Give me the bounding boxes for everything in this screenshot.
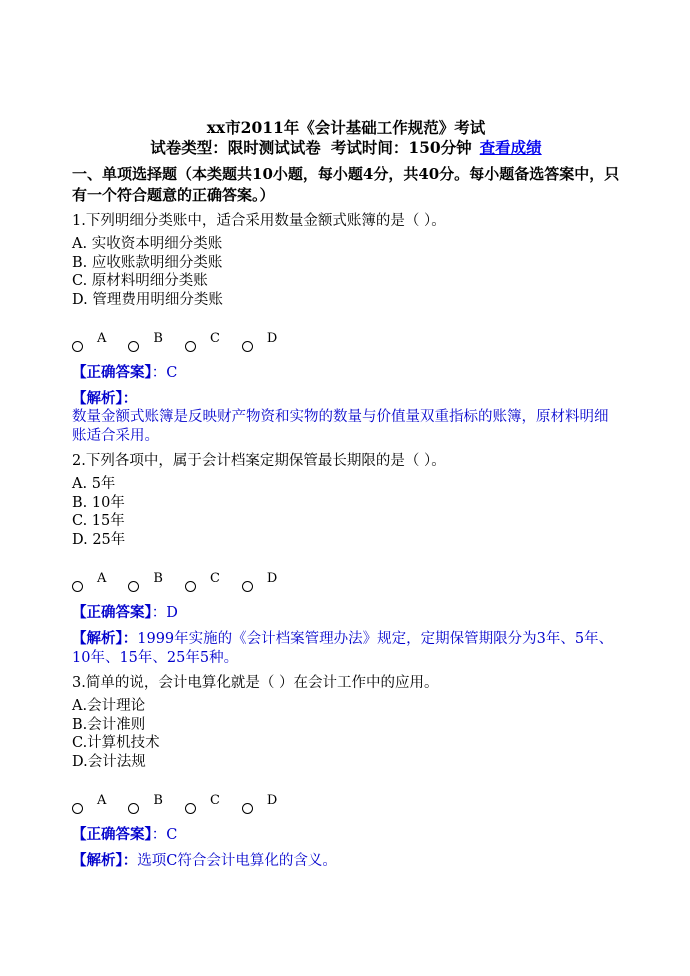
analysis-text: 1999年实施的《会计档案管理办法》规定，定期保管期限分为3年、5年、10年、15年、25年5种。 xyxy=(72,631,614,666)
radio-circle-icon[interactable] xyxy=(128,581,139,592)
radio-label: B xyxy=(153,331,163,346)
section-heading: 一、单项选择题（本类题共10小题，每小题4分，共40分。每小题备选答案中，只有一个符合题意的正确答案。） xyxy=(72,165,620,204)
option-a: A.会计理论 xyxy=(72,698,146,714)
radio-circle-icon[interactable] xyxy=(242,581,253,592)
answer-radio-group xyxy=(72,794,620,816)
answer-label: 【正确答案】 xyxy=(72,604,152,621)
radio-circle-icon[interactable] xyxy=(72,341,83,352)
radio-circle-icon[interactable] xyxy=(185,581,196,592)
radio-label: D xyxy=(266,331,278,346)
exam-subtitle xyxy=(72,138,620,158)
radio-circle-icon[interactable] xyxy=(128,341,139,352)
radio-c[interactable] xyxy=(185,572,220,592)
analysis-label: 【解析】： xyxy=(72,630,138,647)
view-score-link[interactable]: 查看成绩 xyxy=(479,138,542,157)
radio-label: B xyxy=(153,793,163,808)
analysis-text: 数量金额式账簿是反映财产物资和实物的数量与价值量双重指标的账簿，原材料明细账适合采用。 xyxy=(72,409,609,444)
question-3 xyxy=(72,674,620,871)
option-list xyxy=(72,235,620,309)
radio-circle-icon[interactable] xyxy=(128,803,139,814)
analysis-block xyxy=(72,851,620,871)
answer-radio-group xyxy=(72,572,620,594)
radio-b[interactable] xyxy=(128,794,163,814)
radio-label: C xyxy=(209,571,220,586)
option-d: D. 25年 xyxy=(72,531,126,548)
radio-label: B xyxy=(153,571,163,586)
correct-answer xyxy=(72,363,620,383)
radio-label: A xyxy=(97,571,107,586)
question-2 xyxy=(72,452,620,668)
radio-circle-icon[interactable] xyxy=(242,341,253,352)
answer-value: ：C xyxy=(151,365,178,381)
radio-circle-icon[interactable] xyxy=(185,341,196,352)
radio-circle-icon[interactable] xyxy=(242,803,253,814)
exam-title: xx市2011年《会计基础工作规范》考试 xyxy=(206,118,486,137)
radio-label: C xyxy=(209,793,220,808)
correct-answer xyxy=(72,603,620,623)
option-b: B.会计准则 xyxy=(72,716,146,733)
option-c: C. 15年 xyxy=(72,513,125,529)
radio-d[interactable] xyxy=(242,332,277,352)
radio-label: D xyxy=(266,793,278,808)
answer-label: 【正确答案】 xyxy=(72,364,152,381)
option-d: D.会计法规 xyxy=(72,753,146,770)
radio-b[interactable] xyxy=(128,572,163,592)
option-c: C.计算机技术 xyxy=(72,735,160,751)
radio-a[interactable] xyxy=(72,332,106,352)
radio-label: A xyxy=(97,331,107,346)
radio-a[interactable] xyxy=(72,794,106,814)
radio-c[interactable] xyxy=(185,794,220,814)
radio-circle-icon[interactable] xyxy=(185,803,196,814)
analysis-text: 选项C符合会计电算化的含义。 xyxy=(137,853,337,869)
radio-b[interactable] xyxy=(128,332,163,352)
question-stem: 3.简单的说，会计电算化就是（ ）在会计工作中的应用。 xyxy=(72,675,439,691)
analysis-label: 【解析】： xyxy=(72,852,138,869)
option-d: D. 管理费用明细分类账 xyxy=(72,291,223,308)
radio-circle-icon[interactable] xyxy=(72,581,83,592)
option-list xyxy=(72,475,620,549)
question-stem: 1.下列明细分类账中，适合采用数量金额式账簿的是（ ）。 xyxy=(72,213,446,229)
option-b: B. 应收账款明细分类账 xyxy=(72,254,223,271)
radio-label: A xyxy=(97,793,107,808)
radio-label: C xyxy=(209,331,220,346)
option-c: C. 原材料明细分类账 xyxy=(72,273,208,289)
analysis-block xyxy=(72,629,620,668)
question-1 xyxy=(72,212,620,446)
correct-answer xyxy=(72,825,620,845)
radio-c[interactable] xyxy=(185,332,220,352)
analysis-label: 【解析】： xyxy=(72,390,138,407)
radio-circle-icon[interactable] xyxy=(72,803,83,814)
radio-d[interactable] xyxy=(242,794,277,814)
option-a: A. 实收资本明细分类账 xyxy=(72,236,223,252)
answer-value: ：D xyxy=(151,605,178,621)
option-list xyxy=(72,697,620,771)
option-b: B. 10年 xyxy=(72,494,125,511)
radio-a[interactable] xyxy=(72,572,106,592)
answer-label: 【正确答案】 xyxy=(72,826,152,843)
exam-page xyxy=(72,118,620,871)
option-a: A. 5年 xyxy=(72,476,116,492)
exam-time: 考试时间：150分钟 xyxy=(330,138,472,157)
radio-d[interactable] xyxy=(242,572,277,592)
radio-label: D xyxy=(266,571,278,586)
question-stem: 2.下列各项中，属于会计档案定期保管最长期限的是（ ）。 xyxy=(72,453,446,469)
answer-value: ：C xyxy=(151,827,178,843)
paper-type: 试卷类型：限时测试试卷 xyxy=(150,138,321,157)
answer-radio-group xyxy=(72,332,620,354)
